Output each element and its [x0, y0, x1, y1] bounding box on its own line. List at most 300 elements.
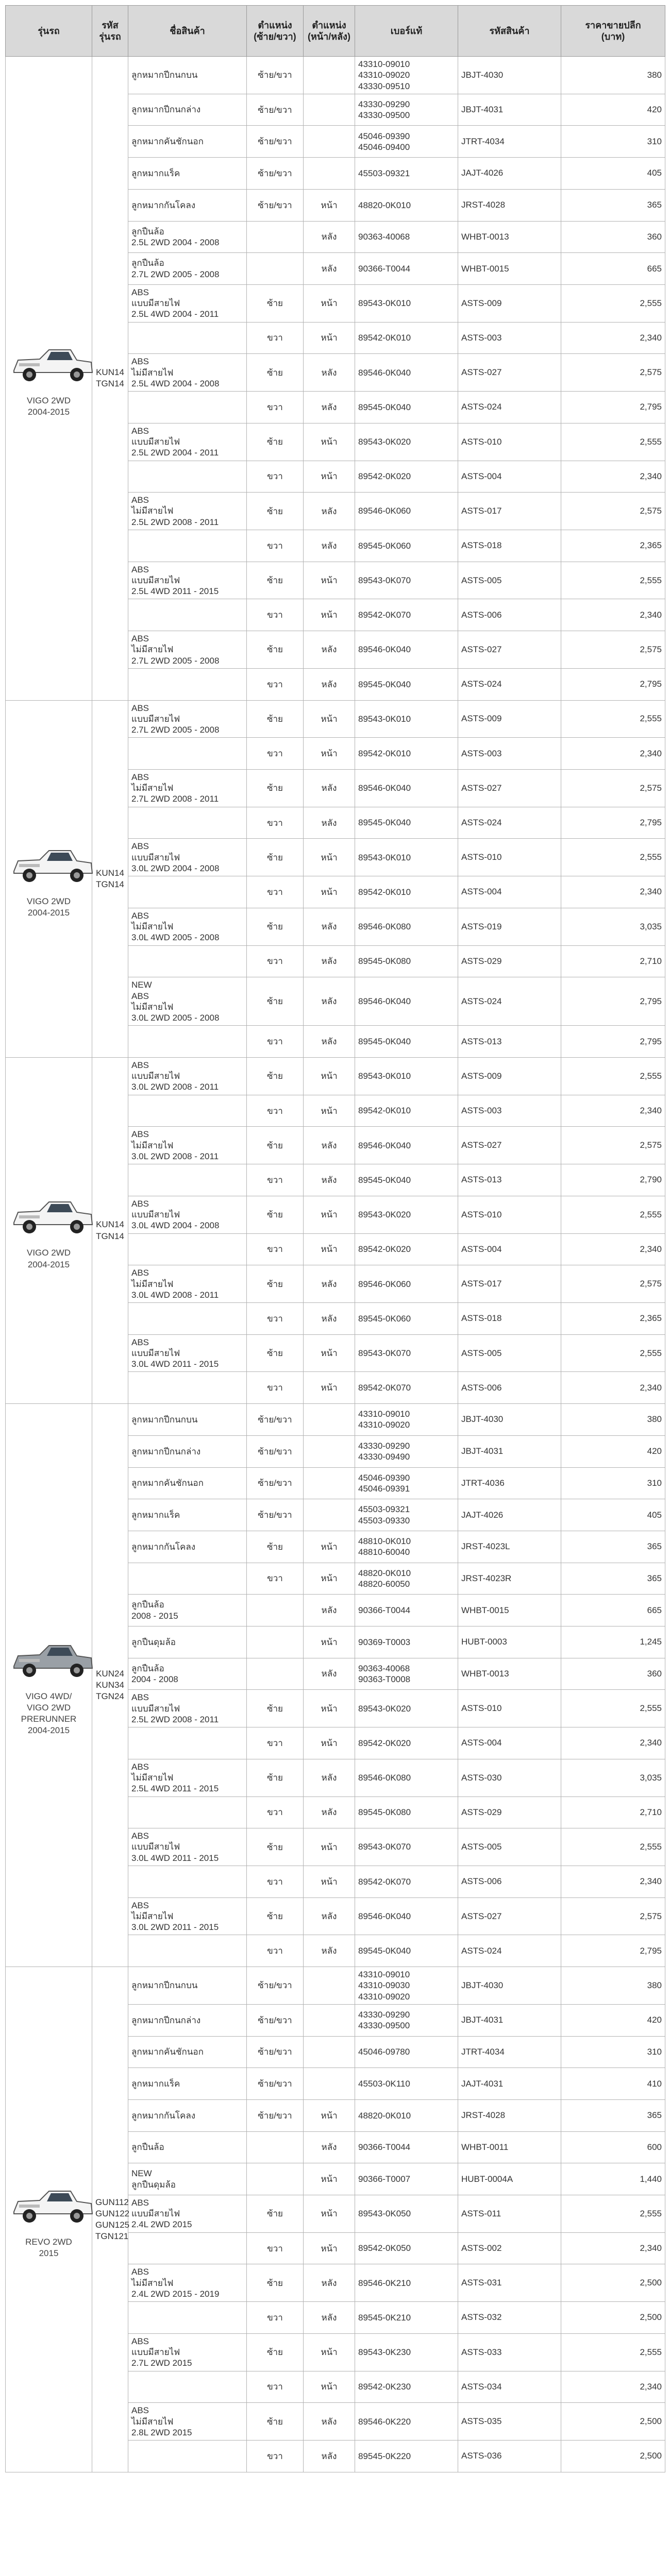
side-cell: ขวา: [247, 461, 304, 493]
side-cell: ซ้าย: [247, 1897, 304, 1935]
part-number-cell: ASTS-005: [458, 1828, 561, 1866]
part-number-cell: ASTS-018: [458, 1303, 561, 1335]
axle-cell: หน้า: [304, 322, 355, 354]
part-number-cell: ASTS-013: [458, 1164, 561, 1196]
part-number-cell: JTRT-4034: [458, 126, 561, 158]
oem-number-cell: 89542-0K050: [355, 2232, 458, 2264]
axle-cell: หน้า: [304, 1531, 355, 1563]
product-name-cell: [128, 1866, 247, 1897]
price-cell: 360: [561, 221, 665, 253]
pickup-truck-icon: [9, 338, 96, 390]
oem-number-cell: 90369-T0003: [355, 1626, 458, 1658]
oem-number-cell: 45046-09780: [355, 2036, 458, 2068]
side-cell: ซ้าย/ขวา: [247, 1467, 304, 1499]
price-cell: 2,340: [561, 1866, 665, 1897]
side-cell: ซ้าย: [247, 631, 304, 669]
product-name-cell: [128, 668, 247, 700]
price-cell: 2,555: [561, 1057, 665, 1095]
side-cell: ซ้าย: [247, 493, 304, 530]
oem-number-cell: 90366-T0044: [355, 253, 458, 285]
price-cell: 405: [561, 1499, 665, 1531]
product-name-cell: ลูกหมากปีกนกล่าง: [128, 2004, 247, 2036]
side-cell: ขวา: [247, 1727, 304, 1759]
side-cell: ซ้าย: [247, 1265, 304, 1303]
oem-number-cell: 48820-0K010: [355, 2099, 458, 2131]
product-name-cell: NEW ABS ไม่มีสายไฟ 3.0L 2WD 2005 - 2008: [128, 977, 247, 1026]
oem-number-cell: 89543-0K020: [355, 423, 458, 461]
product-name-cell: ABS ไม่มีสายไฟ 3.0L 2WD 2011 - 2015: [128, 1897, 247, 1935]
product-name-cell: ABS ไม่มีสายไฟ 2.4L 2WD 2015 - 2019: [128, 2264, 247, 2302]
price-cell: 2,365: [561, 1303, 665, 1335]
product-name-cell: ABS แบบมีสายไฟ 3.0L 4WD 2011 - 2015: [128, 1334, 247, 1372]
price-cell: 2,710: [561, 1797, 665, 1828]
axle-cell: หน้า: [304, 2371, 355, 2403]
part-number-cell: WHBT-0013: [458, 221, 561, 253]
product-name-cell: [128, 1026, 247, 1058]
part-number-cell: ASTS-011: [458, 2195, 561, 2232]
side-cell: ซ้าย/ขวา: [247, 126, 304, 158]
price-cell: 1,440: [561, 2163, 665, 2195]
side-cell: ขวา: [247, 945, 304, 977]
axle-cell: [304, 158, 355, 190]
product-name-cell: ลูกหมากแร็ค: [128, 2068, 247, 2100]
oem-number-cell: 89543-0K230: [355, 2333, 458, 2371]
product-name-cell: [128, 599, 247, 631]
side-cell: ซ้าย/ขวา: [247, 2068, 304, 2100]
oem-number-cell: 45503-09321: [355, 158, 458, 190]
axle-cell: หลัง: [304, 2403, 355, 2441]
price-cell: 2,555: [561, 1690, 665, 1727]
product-name-cell: ลูกหมากคันชักนอก: [128, 2036, 247, 2068]
part-number-cell: ASTS-004: [458, 461, 561, 493]
axle-cell: หน้า: [304, 1563, 355, 1595]
product-name-cell: [128, 530, 247, 562]
part-number-cell: HUBT-0004A: [458, 2163, 561, 2195]
oem-number-cell: 90363-40068: [355, 221, 458, 253]
side-cell: ซ้าย: [247, 1828, 304, 1866]
model-cell: [6, 700, 92, 1057]
part-number-cell: WHBT-0011: [458, 2131, 561, 2163]
part-number-cell: ASTS-010: [458, 1690, 561, 1727]
part-number-cell: JBJT-4030: [458, 1404, 561, 1436]
model-cell: [6, 1404, 92, 1967]
side-cell: ซ้าย/ขวา: [247, 2004, 304, 2036]
oem-number-cell: 89543-0K010: [355, 700, 458, 738]
side-cell: ซ้าย/ขวา: [247, 158, 304, 190]
oem-number-cell: 89545-0K080: [355, 945, 458, 977]
axle-cell: หลัง: [304, 1303, 355, 1335]
side-cell: ซ้าย: [247, 1196, 304, 1233]
axle-cell: หลัง: [304, 977, 355, 1026]
price-cell: 2,795: [561, 977, 665, 1026]
price-cell: 380: [561, 1404, 665, 1436]
side-cell: ขวา: [247, 2441, 304, 2472]
axle-cell: หน้า: [304, 1095, 355, 1127]
product-name-cell: ABS แบบมีสายไฟ 2.5L 4WD 2004 - 2011: [128, 284, 247, 322]
side-cell: ซ้าย/ขวา: [247, 1435, 304, 1467]
product-name-cell: [128, 1797, 247, 1828]
product-name-cell: [128, 1303, 247, 1335]
product-name-cell: ABS แบบมีสายไฟ 3.0L 2WD 2004 - 2008: [128, 839, 247, 876]
product-name-cell: [128, 876, 247, 908]
side-cell: ขวา: [247, 322, 304, 354]
price-cell: 2,555: [561, 700, 665, 738]
axle-cell: หน้า: [304, 2232, 355, 2264]
price-cell: 2,340: [561, 2232, 665, 2264]
part-number-cell: ASTS-019: [458, 908, 561, 945]
axle-cell: หลัง: [304, 392, 355, 423]
price-cell: 380: [561, 1967, 665, 2005]
part-number-cell: JBJT-4030: [458, 57, 561, 94]
axle-cell: หน้า: [304, 1690, 355, 1727]
oem-number-cell: 48820-0K010 48820-60050: [355, 1563, 458, 1595]
side-cell: ซ้าย: [247, 2403, 304, 2441]
axle-cell: หน้า: [304, 2195, 355, 2232]
axle-cell: หลัง: [304, 668, 355, 700]
product-name-cell: ลูกปืนดุมล้อ: [128, 1626, 247, 1658]
price-cell: 365: [561, 2099, 665, 2131]
model-code-cell: KUN14 TGN14: [92, 700, 128, 1057]
header-part: รหัสสินค้า: [458, 6, 561, 57]
axle-cell: หลัง: [304, 2302, 355, 2334]
side-cell: ซ้าย: [247, 2264, 304, 2302]
axle-cell: หน้า: [304, 1727, 355, 1759]
product-name-cell: ลูกหมากคันชักนอก: [128, 1467, 247, 1499]
side-cell: ขวา: [247, 1095, 304, 1127]
part-number-cell: JBJT-4031: [458, 94, 561, 126]
side-cell: ขวา: [247, 1797, 304, 1828]
side-cell: ขวา: [247, 668, 304, 700]
side-cell: ซ้าย/ขวา: [247, 1499, 304, 1531]
product-name-cell: [128, 2302, 247, 2334]
part-number-cell: JBJT-4031: [458, 1435, 561, 1467]
oem-number-cell: 89545-0K220: [355, 2441, 458, 2472]
oem-number-cell: 89542-0K010: [355, 876, 458, 908]
model-name: VIGO 2WD 2004-2015: [26, 896, 71, 918]
axle-cell: หน้า: [304, 1372, 355, 1404]
axle-cell: หน้า: [304, 738, 355, 770]
part-number-cell: ASTS-004: [458, 1233, 561, 1265]
price-cell: 2,500: [561, 2403, 665, 2441]
header-code: รหัส รุ่นรถ: [92, 6, 128, 57]
part-number-cell: JRST-4028: [458, 189, 561, 221]
side-cell: ซ้าย: [247, 839, 304, 876]
oem-number-cell: 89545-0K040: [355, 1935, 458, 1967]
axle-cell: หลัง: [304, 1164, 355, 1196]
product-name-cell: ลูกหมากกันโคลง: [128, 1531, 247, 1563]
axle-cell: หลัง: [304, 1897, 355, 1935]
side-cell: ซ้าย: [247, 354, 304, 392]
oem-number-cell: 89543-0K070: [355, 1334, 458, 1372]
product-name-cell: ลูกปืนล้อ 2008 - 2015: [128, 1595, 247, 1626]
axle-cell: หน้า: [304, 2099, 355, 2131]
side-cell: ขวา: [247, 392, 304, 423]
model-name: VIGO 2WD 2004-2015: [26, 1248, 71, 1269]
part-number-cell: JAJT-4031: [458, 2068, 561, 2100]
side-cell: ซ้าย: [247, 1531, 304, 1563]
header-side: ตำแหน่ง (ซ้าย/ขวา): [247, 6, 304, 57]
price-cell: 665: [561, 253, 665, 285]
product-name-cell: [128, 1372, 247, 1404]
price-cell: 2,555: [561, 562, 665, 599]
price-cell: 2,575: [561, 769, 665, 807]
oem-number-cell: 48810-0K010 48810-60040: [355, 1531, 458, 1563]
oem-number-cell: 90366-T0044: [355, 2131, 458, 2163]
table-row: [6, 1967, 665, 2005]
axle-cell: หลัง: [304, 530, 355, 562]
model-code-cell: KUN14 TGN14: [92, 1057, 128, 1403]
axle-cell: หน้า: [304, 2163, 355, 2195]
oem-number-cell: 89546-0K040: [355, 1897, 458, 1935]
part-number-cell: ASTS-009: [458, 284, 561, 322]
side-cell: ซ้าย/ขวา: [247, 57, 304, 94]
product-name-cell: ลูกปืนล้อ 2004 - 2008: [128, 1658, 247, 1690]
axle-cell: หลัง: [304, 2441, 355, 2472]
price-cell: 2,575: [561, 1265, 665, 1303]
side-cell: [247, 1626, 304, 1658]
oem-number-cell: 89543-0K010: [355, 284, 458, 322]
product-name-cell: ลูกหมากปีกนกล่าง: [128, 1435, 247, 1467]
model-code-cell: GUN112 GUN122 GUN125 TGN121: [92, 1967, 128, 2472]
side-cell: ขวา: [247, 876, 304, 908]
axle-cell: หน้า: [304, 1866, 355, 1897]
axle-cell: [304, 94, 355, 126]
model-code-cell: KUN14 TGN14: [92, 57, 128, 701]
product-name-cell: [128, 392, 247, 423]
oem-number-cell: 89543-0K010: [355, 1057, 458, 1095]
pickup-truck-icon: [9, 2180, 96, 2231]
table-header: [6, 6, 665, 57]
oem-number-cell: 89546-0K080: [355, 908, 458, 945]
product-name-cell: ABS แบบมีสายไฟ 2.7L 2WD 2015: [128, 2333, 247, 2371]
oem-number-cell: 89543-0K050: [355, 2195, 458, 2232]
side-cell: ซ้าย: [247, 2195, 304, 2232]
part-number-cell: ASTS-006: [458, 1866, 561, 1897]
model-cell: [6, 1057, 92, 1403]
oem-number-cell: 89542-0K020: [355, 1727, 458, 1759]
oem-number-cell: 90363-40068 90363-T0008: [355, 1658, 458, 1690]
axle-cell: หน้า: [304, 1828, 355, 1866]
price-cell: 2,555: [561, 2195, 665, 2232]
price-cell: 2,575: [561, 354, 665, 392]
axle-cell: หน้า: [304, 423, 355, 461]
product-name-cell: [128, 1164, 247, 1196]
price-cell: 310: [561, 2036, 665, 2068]
price-cell: 600: [561, 2131, 665, 2163]
side-cell: ขวา: [247, 1233, 304, 1265]
oem-number-cell: 45503-09321 45503-09330: [355, 1499, 458, 1531]
product-name-cell: ABS แบบมีสายไฟ 2.5L 2WD 2008 - 2011: [128, 1690, 247, 1727]
price-cell: 420: [561, 2004, 665, 2036]
side-cell: ซ้าย/ขวา: [247, 1404, 304, 1436]
oem-number-cell: 89542-0K010: [355, 322, 458, 354]
price-cell: 2,710: [561, 945, 665, 977]
axle-cell: หลัง: [304, 769, 355, 807]
product-name-cell: ลูกหมากแร็ค: [128, 1499, 247, 1531]
product-name-cell: ABS แบบมีสายไฟ 2.7L 2WD 2005 - 2008: [128, 700, 247, 738]
price-cell: 420: [561, 94, 665, 126]
product-name-cell: [128, 2371, 247, 2403]
axle-cell: หลัง: [304, 2131, 355, 2163]
header-oem: เบอร์แท้: [355, 6, 458, 57]
product-name-cell: [128, 1563, 247, 1595]
price-cell: 2,555: [561, 839, 665, 876]
oem-number-cell: 89543-0K070: [355, 562, 458, 599]
axle-cell: [304, 2036, 355, 2068]
oem-number-cell: 43330-09290 43330-09500: [355, 94, 458, 126]
part-number-cell: WHBT-0013: [458, 1658, 561, 1690]
side-cell: ซ้าย: [247, 1334, 304, 1372]
model-code-cell: KUN24 KUN34 TGN24: [92, 1404, 128, 1967]
axle-cell: [304, 1435, 355, 1467]
part-number-cell: ASTS-024: [458, 977, 561, 1026]
product-name-cell: ลูกหมากแร็ค: [128, 158, 247, 190]
axle-cell: หน้า: [304, 461, 355, 493]
table-row: [6, 1057, 665, 1095]
price-cell: 2,555: [561, 2333, 665, 2371]
part-number-cell: ASTS-010: [458, 423, 561, 461]
oem-number-cell: 89542-0K230: [355, 2371, 458, 2403]
side-cell: ซ้าย/ขวา: [247, 1967, 304, 2005]
oem-number-cell: 89542-0K020: [355, 461, 458, 493]
oem-number-cell: 89545-0K040: [355, 807, 458, 839]
axle-cell: หน้า: [304, 2333, 355, 2371]
axle-cell: หลัง: [304, 493, 355, 530]
product-name-cell: ABS แบบมีสายไฟ 2.5L 2WD 2004 - 2011: [128, 423, 247, 461]
side-cell: ขวา: [247, 1164, 304, 1196]
table-row: [6, 57, 665, 94]
axle-cell: หน้า: [304, 839, 355, 876]
price-cell: 2,795: [561, 1935, 665, 1967]
side-cell: ซ้าย/ขวา: [247, 189, 304, 221]
product-name-cell: ABS ไม่มีสายไฟ 2.7L 2WD 2008 - 2011: [128, 769, 247, 807]
product-name-cell: ABS แบบมีสายไฟ 3.0L 4WD 2011 - 2015: [128, 1828, 247, 1866]
axle-cell: หน้า: [304, 1233, 355, 1265]
price-cell: 2,575: [561, 1897, 665, 1935]
part-number-cell: ASTS-029: [458, 945, 561, 977]
side-cell: ซ้าย: [247, 700, 304, 738]
side-cell: ซ้าย: [247, 562, 304, 599]
price-cell: 3,035: [561, 1759, 665, 1797]
side-cell: ซ้าย: [247, 2333, 304, 2371]
model-cell: [6, 1967, 92, 2472]
part-number-cell: ASTS-006: [458, 1372, 561, 1404]
oem-number-cell: 45046-09390 45046-09400: [355, 126, 458, 158]
axle-cell: หลัง: [304, 1595, 355, 1626]
side-cell: [247, 1658, 304, 1690]
side-cell: ขวา: [247, 1372, 304, 1404]
axle-cell: หลัง: [304, 1265, 355, 1303]
price-cell: 420: [561, 1435, 665, 1467]
product-name-cell: ABS ไม่มีสายไฟ 2.7L 2WD 2005 - 2008: [128, 631, 247, 669]
part-number-cell: JRST-4023L: [458, 1531, 561, 1563]
side-cell: ขวา: [247, 2232, 304, 2264]
part-number-cell: JBJT-4030: [458, 1967, 561, 2005]
part-number-cell: ASTS-004: [458, 1727, 561, 1759]
price-cell: 310: [561, 1467, 665, 1499]
part-number-cell: ASTS-027: [458, 631, 561, 669]
oem-number-cell: 89543-0K020: [355, 1690, 458, 1727]
price-cell: 2,340: [561, 1727, 665, 1759]
price-cell: 1,245: [561, 1626, 665, 1658]
part-number-cell: ASTS-009: [458, 1057, 561, 1095]
product-name-cell: ABS ไม่มีสายไฟ 3.0L 2WD 2008 - 2011: [128, 1127, 247, 1164]
oem-number-cell: 89546-0K040: [355, 977, 458, 1026]
product-name-cell: ABS ไม่มีสายไฟ 2.5L 4WD 2004 - 2008: [128, 354, 247, 392]
part-number-cell: WHBT-0015: [458, 1595, 561, 1626]
price-cell: 2,555: [561, 1828, 665, 1866]
oem-number-cell: 45503-0K110: [355, 2068, 458, 2100]
product-name-cell: [128, 945, 247, 977]
table-row: [6, 700, 665, 738]
axle-cell: [304, 57, 355, 94]
oem-number-cell: 89545-0K040: [355, 1026, 458, 1058]
product-name-cell: [128, 2441, 247, 2472]
oem-number-cell: 90366-T0044: [355, 1595, 458, 1626]
part-number-cell: ASTS-017: [458, 1265, 561, 1303]
price-cell: 3,035: [561, 908, 665, 945]
side-cell: ซ้าย: [247, 908, 304, 945]
product-name-cell: ABS ไม่มีสายไฟ 2.5L 4WD 2011 - 2015: [128, 1759, 247, 1797]
price-cell: 410: [561, 2068, 665, 2100]
axle-cell: หลัง: [304, 908, 355, 945]
price-cell: 2,340: [561, 876, 665, 908]
part-number-cell: ASTS-002: [458, 2232, 561, 2264]
oem-number-cell: 89545-0K040: [355, 668, 458, 700]
oem-number-cell: 43330-09290 43330-09490: [355, 1435, 458, 1467]
part-number-cell: ASTS-003: [458, 1095, 561, 1127]
axle-cell: หลัง: [304, 354, 355, 392]
product-name-cell: [128, 1233, 247, 1265]
oem-number-cell: 89542-0K070: [355, 1866, 458, 1897]
product-name-cell: ลูกหมากปีกนกบน: [128, 57, 247, 94]
part-number-cell: ASTS-005: [458, 562, 561, 599]
product-name-cell: ลูกหมากกันโคลง: [128, 189, 247, 221]
side-cell: [247, 221, 304, 253]
oem-number-cell: 89543-0K020: [355, 1196, 458, 1233]
axle-cell: [304, 1404, 355, 1436]
price-cell: 2,555: [561, 423, 665, 461]
price-cell: 2,340: [561, 322, 665, 354]
product-name-cell: ลูกหมากปีกนกบน: [128, 1404, 247, 1436]
oem-number-cell: 89545-0K210: [355, 2302, 458, 2334]
price-cell: 365: [561, 189, 665, 221]
price-cell: 2,340: [561, 1095, 665, 1127]
price-cell: 2,795: [561, 807, 665, 839]
product-name-cell: ABS แบบมีสายไฟ 2.4L 2WD 2015: [128, 2195, 247, 2232]
price-cell: 405: [561, 158, 665, 190]
price-cell: 2,555: [561, 284, 665, 322]
product-name-cell: ABS ไม่มีสายไฟ 3.0L 4WD 2008 - 2011: [128, 1265, 247, 1303]
oem-number-cell: 89545-0K060: [355, 530, 458, 562]
part-number-cell: ASTS-018: [458, 530, 561, 562]
axle-cell: หลัง: [304, 807, 355, 839]
oem-number-cell: 89546-0K060: [355, 493, 458, 530]
axle-cell: หน้า: [304, 700, 355, 738]
side-cell: ขวา: [247, 738, 304, 770]
part-number-cell: ASTS-032: [458, 2302, 561, 2334]
price-cell: 2,795: [561, 392, 665, 423]
oem-number-cell: 89543-0K070: [355, 1828, 458, 1866]
side-cell: ซ้าย: [247, 1057, 304, 1095]
oem-number-cell: 89546-0K040: [355, 769, 458, 807]
part-number-cell: ASTS-013: [458, 1026, 561, 1058]
axle-cell: หน้า: [304, 1196, 355, 1233]
axle-cell: หลัง: [304, 1797, 355, 1828]
price-cell: 360: [561, 1658, 665, 1690]
part-number-cell: JTRT-4034: [458, 2036, 561, 2068]
oem-number-cell: 43310-09010 43310-09020: [355, 1404, 458, 1436]
